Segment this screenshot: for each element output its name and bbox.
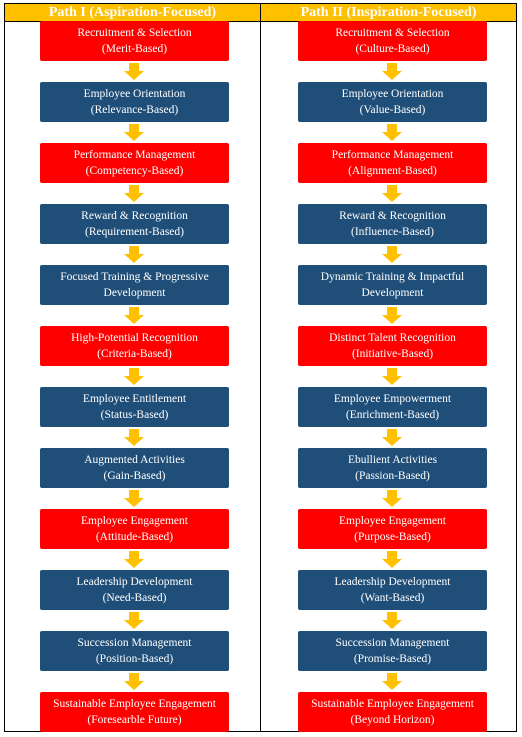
- step-subtitle: (Competency-Based): [85, 165, 184, 177]
- step-title: Focused Training & Progressive: [60, 271, 209, 283]
- path-1-step-12: [40, 692, 229, 732]
- step-subtitle: (Merit-Based): [101, 43, 168, 55]
- step-subtitle: Development: [361, 287, 424, 299]
- path-2-step-4: [298, 204, 487, 244]
- step-subtitle: (Relevance-Based): [90, 104, 179, 116]
- path-2-step-7: [298, 387, 487, 427]
- path-1-step-2: [40, 82, 229, 122]
- down-arrow-icon: [382, 185, 402, 202]
- down-arrow-icon: [382, 124, 402, 141]
- step-subtitle: (Status-Based): [100, 409, 169, 421]
- step-subtitle: (Value-Based): [359, 104, 426, 116]
- down-arrow-icon: [382, 368, 402, 385]
- step-title: Employee Engagement: [339, 515, 446, 527]
- step-subtitle: (Gain-Based): [103, 470, 166, 482]
- down-arrow-icon: [124, 368, 144, 385]
- step-title: Distinct Talent Recognition: [329, 332, 456, 344]
- down-arrow-icon: [124, 185, 144, 202]
- path-1-step-4: [40, 204, 229, 244]
- step-subtitle: Development: [103, 287, 166, 299]
- step-subtitle: (Attitude-Based): [95, 531, 174, 543]
- header-path-1: Path I (Aspiration-Focused): [5, 4, 260, 22]
- down-arrow-icon: [124, 612, 144, 629]
- step-subtitle: (Requirement-Based): [85, 226, 184, 238]
- path-2-step-1: [298, 21, 487, 61]
- path-1-step-10: [40, 570, 229, 610]
- down-arrow-icon: [124, 429, 144, 446]
- down-arrow-icon: [124, 490, 144, 507]
- path-2-step-12: [298, 692, 487, 732]
- step-title: High-Potential Recognition: [71, 332, 198, 344]
- down-arrow-icon: [124, 673, 144, 690]
- step-subtitle: (Initiative-Based): [351, 348, 434, 360]
- path-2-step-8: [298, 448, 487, 488]
- step-title: Ebullient Activities: [347, 454, 438, 466]
- step-subtitle: (Promise-Based): [353, 653, 432, 665]
- step-title: Leadership Development: [334, 576, 451, 588]
- path-1-step-9: [40, 509, 229, 549]
- step-title: Succession Management: [335, 637, 450, 649]
- step-subtitle: (Enrichment-Based): [345, 409, 440, 421]
- path-2-step-6: [298, 326, 487, 366]
- down-arrow-icon: [382, 63, 402, 80]
- path-1-step-7: [40, 387, 229, 427]
- step-subtitle: (Alignment-Based): [348, 165, 437, 177]
- step-title: Recruitment & Selection: [335, 27, 450, 39]
- path-1-step-3: [40, 143, 229, 183]
- down-arrow-icon: [382, 429, 402, 446]
- step-title: Reward & Recognition: [81, 210, 188, 222]
- path-1-step-1: [40, 21, 229, 61]
- header-path-2: Path II (Inspiration-Focused): [261, 4, 516, 22]
- step-subtitle: (Passion-Based): [355, 470, 430, 482]
- step-title: Leadership Development: [76, 576, 193, 588]
- path-2-step-5: [298, 265, 487, 305]
- path-2-step-2: [298, 82, 487, 122]
- down-arrow-icon: [124, 551, 144, 568]
- step-title: Performance Management: [73, 149, 196, 161]
- down-arrow-icon: [382, 612, 402, 629]
- step-title: Reward & Recognition: [339, 210, 446, 222]
- step-title: Succession Management: [77, 637, 192, 649]
- path-1-step-6: [40, 326, 229, 366]
- step-subtitle: (Purpose-Based): [354, 531, 431, 543]
- step-title: Augmented Activities: [84, 454, 185, 466]
- down-arrow-icon: [382, 490, 402, 507]
- step-title: Dynamic Training & Impactful: [320, 271, 465, 283]
- path-1-step-5: [40, 265, 229, 305]
- step-subtitle: (Position-Based): [95, 653, 174, 665]
- step-title: Recruitment & Selection: [77, 27, 192, 39]
- step-title: Sustainable Employee Engagement: [311, 698, 474, 710]
- step-title: Employee Orientation: [341, 88, 444, 100]
- step-subtitle: (Need-Based): [102, 592, 167, 604]
- step-title: Performance Management: [331, 149, 454, 161]
- step-title: Employee Entitlement: [82, 393, 187, 405]
- step-subtitle: (Want-Based): [360, 592, 425, 604]
- column-divider: [260, 3, 261, 732]
- step-title: Employee Empowerment: [333, 393, 452, 405]
- step-subtitle: (Criteria-Based): [97, 348, 172, 360]
- step-title: Employee Engagement: [81, 515, 188, 527]
- path-2-step-10: [298, 570, 487, 610]
- step-subtitle: (Foresearble Future): [87, 714, 182, 726]
- down-arrow-icon: [124, 124, 144, 141]
- path-2-step-9: [298, 509, 487, 549]
- path-2-step-3: [298, 143, 487, 183]
- down-arrow-icon: [382, 551, 402, 568]
- down-arrow-icon: [124, 246, 144, 263]
- path-2-step-11: [298, 631, 487, 671]
- step-title: Employee Orientation: [83, 88, 186, 100]
- step-subtitle: (Influence-Based): [350, 226, 434, 238]
- down-arrow-icon: [382, 246, 402, 263]
- down-arrow-icon: [124, 307, 144, 324]
- step-title: Sustainable Employee Engagement: [53, 698, 216, 710]
- down-arrow-icon: [382, 673, 402, 690]
- path-1-step-8: [40, 448, 229, 488]
- down-arrow-icon: [124, 63, 144, 80]
- step-subtitle: (Beyond Horizon): [350, 714, 435, 726]
- step-subtitle: (Culture-Based): [355, 43, 430, 55]
- down-arrow-icon: [382, 307, 402, 324]
- path-1-step-11: [40, 631, 229, 671]
